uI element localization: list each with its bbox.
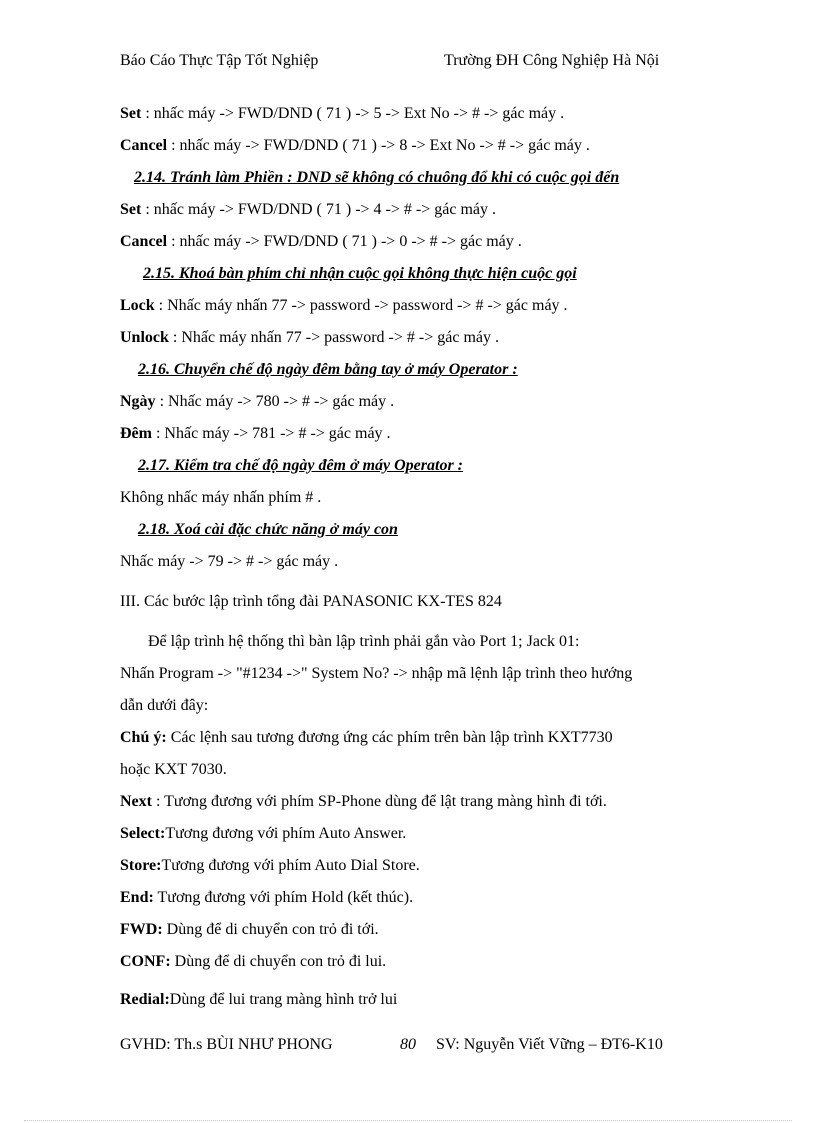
note-line: Chú ý: Các lệnh sau tương đương ứng các phím trên bàn lập trình KXT7730 [120,729,613,746]
paragraph-line-3: dẫn dưới đây: [120,697,209,714]
heading-2-14: 2.14. Tránh làm Phiền : DND sẽ không có chuông đổ khi có cuộc gọi đến [134,169,620,186]
key-select: Select:Tương đương với phím Auto Answer. [120,825,407,842]
key-conf: CONF: Dùng để di chuyển con trỏ đi lui. [120,953,387,970]
line-cancel-dnd: Cancel : nhấc máy -> FWD/DND ( 71 ) -> 0 -> # -> gác máy . [120,233,522,250]
line-set-dnd: Set : nhấc máy -> FWD/DND ( 71 ) -> 4 -> # -> gác máy . [120,201,496,218]
heading-2-16: 2.16. Chuyển chế độ ngày đêm bằng tay ở máy Operator : [138,361,518,378]
heading-2-18: 2.18. Xoá cài đặc chức năng ở máy con [138,521,398,538]
line-unlock: Unlock : Nhấc máy nhấn 77 -> password -> # -> gác máy . [120,329,499,346]
line-night: Đêm : Nhấc máy -> 781 -> # -> gác máy . [120,425,391,442]
section-iii-title: III. Các bước lập trình tổng đài PANASONIC KX-TES 824 [120,593,502,610]
line-cancel-forward: Cancel : nhấc máy -> FWD/DND ( 71 ) -> 8 -> Ext No -> # -> gác máy . [120,137,590,154]
header-right: Trường ĐH Công Nghiệp Hà Nội [444,52,660,69]
line-lock: Lock : Nhấc máy nhấn 77 -> password -> password -> # -> gác máy . [120,297,568,314]
paragraph-line-2: Nhấn Program -> "#1234 ->" System No? -> nhập mã lệnh lập trình theo hướng [120,665,633,682]
footer-student: SV: Nguyễn Viết Vững – ĐT6-K10 [436,1036,663,1053]
paragraph-line-1: Để lập trình hệ thống thì bàn lập trình phải gắn vào Port 1; Jack 01: [148,633,580,650]
line-set-forward: Set : nhấc máy -> FWD/DND ( 71 ) -> 5 -> Ext No -> # -> gác máy . [120,105,565,122]
header-left: Báo Cáo Thực Tập Tốt Nghiệp [120,52,319,69]
key-redial: Redial:Dùng để lui trang màng hình trở lui [120,991,398,1008]
line-clear-settings: Nhấc máy -> 79 -> # -> gác máy . [120,553,339,570]
line-day: Ngày : Nhấc máy -> 780 -> # -> gác máy . [120,393,395,410]
note-line-2: hoặc KXT 7030. [120,761,227,778]
footer-advisor: GVHD: Th.s BÙI NHƯ PHONG [120,1036,333,1053]
line-check-mode: Không nhấc máy nhấn phím # . [120,489,322,506]
key-end: End: Tương đương với phím Hold (kết thúc). [120,889,414,906]
key-fwd: FWD: Dùng để di chuyển con trỏ đi tới. [120,921,379,938]
bottom-divider [24,1120,792,1121]
page-number: 80 [400,1036,416,1053]
heading-2-15: 2.15. Khoá bàn phím chỉ nhận cuộc gọi không thực hiện cuộc gọi [143,265,577,282]
key-next: Next : Tương đương với phím SP-Phone dùng để lật trang màng hình đi tới. [120,793,607,810]
key-store: Store:Tương đương với phím Auto Dial Store. [120,857,420,874]
heading-2-17: 2.17. Kiểm tra chế độ ngày đêm ở máy Operator : [138,457,463,474]
